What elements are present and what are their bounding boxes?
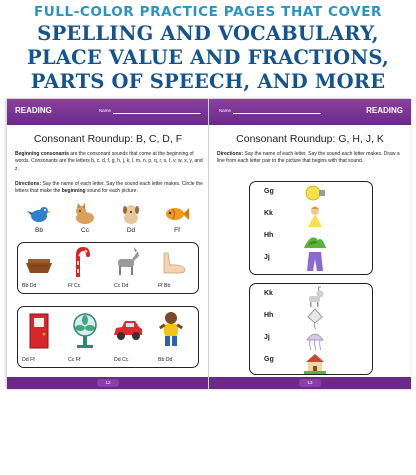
match-box-1 xyxy=(249,181,373,275)
right-page xyxy=(209,99,411,389)
letter-ff: Ff xyxy=(174,227,180,234)
letter-bb: Bb xyxy=(35,227,43,234)
left-directions xyxy=(15,181,203,196)
row2-choice-2[interactable]: Cc Ff xyxy=(68,357,81,363)
example-cell-dog xyxy=(109,203,153,237)
match-box-2 xyxy=(249,283,373,375)
left-name-line xyxy=(113,113,201,114)
workbook-spread xyxy=(6,98,410,388)
left-page-title: Consonant Roundup: B, C, D, F xyxy=(33,133,183,145)
lightbulb-icon xyxy=(304,184,326,206)
house-icon xyxy=(304,352,326,374)
example-row xyxy=(17,203,199,237)
left-directions-bold: beginning xyxy=(61,188,86,195)
picture-box-2 xyxy=(17,306,199,368)
bird-icon xyxy=(27,203,51,225)
row2-choice-3[interactable]: Dd Cc xyxy=(114,357,129,363)
right-page-header xyxy=(209,99,411,125)
box2-letter-jj[interactable]: Jj xyxy=(264,334,270,341)
headline-kicker: FULL-COLOR PRACTICE PAGES THAT COVER xyxy=(33,4,383,20)
box1-letter-hh[interactable]: Hh xyxy=(264,232,274,239)
kite-icon xyxy=(304,308,326,330)
left-page-number: 12 xyxy=(97,379,119,387)
hill-icon xyxy=(304,228,326,250)
box2-letter-gg[interactable]: Gg xyxy=(264,356,274,363)
row1-choice-4[interactable]: Ff Bb xyxy=(158,283,171,289)
right-page-number: 13 xyxy=(299,379,321,387)
box1-letter-kk[interactable]: Kk xyxy=(264,210,273,217)
girl-icon xyxy=(304,206,326,228)
picture-box-1 xyxy=(17,242,199,294)
right-directions xyxy=(217,151,405,166)
candy-cane-icon xyxy=(72,247,94,277)
left-page xyxy=(7,99,209,389)
left-intro xyxy=(15,151,203,173)
car-icon xyxy=(112,317,144,343)
left-directions-end: sound for each picture. xyxy=(85,188,138,195)
headline-line-1: SPELLING AND VOCABULARY, xyxy=(37,22,379,45)
boat-icon xyxy=(24,249,54,275)
left-page-footer xyxy=(7,377,209,389)
letter-cc: Cc xyxy=(81,227,89,234)
jellyfish-icon xyxy=(304,330,326,352)
fan-icon xyxy=(70,312,100,350)
donkey-icon xyxy=(114,247,140,277)
box2-letter-kk[interactable]: Kk xyxy=(264,290,273,297)
right-page-footer xyxy=(209,377,411,389)
dog-icon xyxy=(119,203,143,225)
foot-icon xyxy=(158,249,188,275)
right-page-title: Consonant Roundup: G, H, J, K xyxy=(236,133,384,145)
left-page-header xyxy=(7,99,209,125)
left-name-label: Name xyxy=(99,108,112,113)
cat-icon xyxy=(73,203,97,225)
box1-letter-jj[interactable]: Jj xyxy=(264,254,270,261)
left-intro-bold: Beginning consonants xyxy=(15,151,69,157)
left-intro-text: are the consonant sounds that come at the beginning of words. Consonants are the letters b, c, d, f, g, h, j, k, l, m, n, p, q, r, s, t, v, w, x, y, and z. xyxy=(15,151,203,172)
headline-line-3: PARTS OF SPEECH, AND MORE xyxy=(30,70,386,93)
box2-letter-hh[interactable]: Hh xyxy=(264,312,274,319)
left-directions-text: Say the name of each letter. Say the sound each letter makes. Circle the letters that make the xyxy=(15,181,203,195)
goat-icon xyxy=(304,286,326,308)
left-directions-label: Directions: xyxy=(15,181,42,187)
row1-choice-1[interactable]: Bb Dd xyxy=(22,283,37,289)
example-cell-fish xyxy=(155,203,199,237)
door-icon xyxy=(28,312,50,350)
left-subject: READING xyxy=(15,106,52,115)
letter-dd: Dd xyxy=(126,227,136,234)
right-name-label: Name xyxy=(219,108,232,113)
example-cell-bird xyxy=(17,203,61,237)
right-directions-label: Directions: xyxy=(217,151,244,157)
right-directions-text: Say the name of each letter. Say the sound each letter makes. Draw a line from each letter pair to the picture that begins with that sound. xyxy=(217,151,400,165)
row1-choice-3[interactable]: Cc Dd xyxy=(114,283,129,289)
row1-choice-2[interactable]: Ff Cc xyxy=(68,283,81,289)
jeans-icon xyxy=(304,250,326,272)
row2-choice-4[interactable]: Bb Dd xyxy=(158,357,173,363)
box1-letter-gg[interactable]: Gg xyxy=(264,188,274,195)
right-subject: READING xyxy=(366,106,403,115)
fish-icon xyxy=(165,203,189,225)
right-name-line xyxy=(233,113,321,114)
row2-choice-1[interactable]: Dd Ff xyxy=(22,357,35,363)
boy-icon xyxy=(156,310,186,350)
example-cell-cat xyxy=(63,203,107,237)
headline-line-2: PLACE VALUE AND FRACTIONS, xyxy=(27,46,389,69)
